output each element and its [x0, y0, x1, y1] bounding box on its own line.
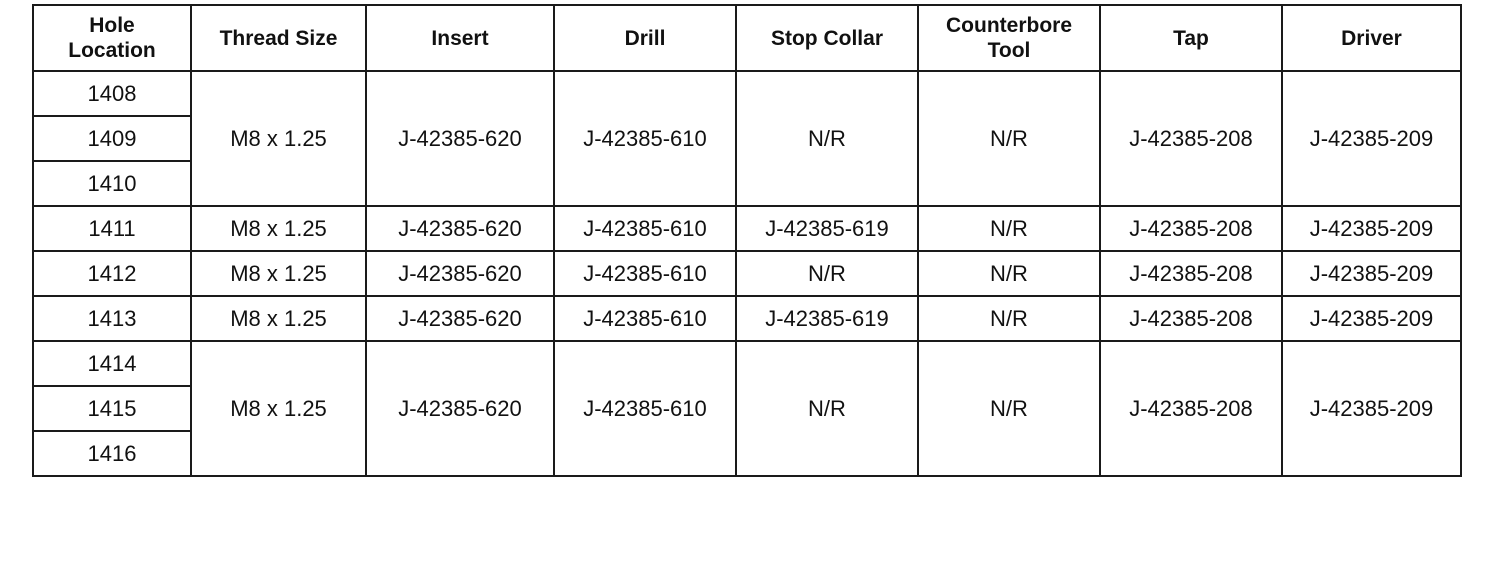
header-hole-location	[33, 5, 191, 71]
thread-size-cell: M8 x 1.25	[191, 296, 366, 341]
tap-cell: J-42385-208	[1100, 341, 1282, 476]
drill-cell: J-42385-610	[554, 296, 736, 341]
header-label-line: Counterbore	[946, 14, 1072, 37]
counterbore-tool-cell: N/R	[918, 341, 1100, 476]
stop-collar-cell: J-42385-619	[736, 206, 918, 251]
header-thread-size	[191, 5, 366, 71]
counterbore-tool-cell: N/R	[918, 206, 1100, 251]
table-row	[33, 251, 1461, 296]
insert-cell: J-42385-620	[366, 71, 554, 206]
drill-cell: J-42385-610	[554, 251, 736, 296]
hole-location-cell: 1412	[33, 251, 191, 296]
thread-size-cell: M8 x 1.25	[191, 251, 366, 296]
hole-location-cell: 1410	[33, 161, 191, 206]
drill-cell: J-42385-610	[554, 71, 736, 206]
header-driver	[1282, 5, 1461, 71]
stop-collar-cell: N/R	[736, 341, 918, 476]
hole-location-cell: 1415	[33, 386, 191, 431]
driver-cell: J-42385-209	[1282, 71, 1461, 206]
hole-location-cell: 1408	[33, 71, 191, 116]
header-stop-collar	[736, 5, 918, 71]
table-row	[33, 206, 1461, 251]
tap-cell: J-42385-208	[1100, 206, 1282, 251]
counterbore-tool-cell: N/R	[918, 251, 1100, 296]
thread-repair-tool-table	[32, 4, 1462, 477]
tap-cell: J-42385-208	[1100, 251, 1282, 296]
counterbore-tool-cell: N/R	[918, 71, 1100, 206]
header-tap	[1100, 5, 1282, 71]
header-label-line: Location	[68, 39, 156, 62]
header-label-line: Insert	[431, 26, 489, 50]
hole-location-cell: 1413	[33, 296, 191, 341]
header-label-line: Stop Collar	[770, 26, 883, 50]
tap-cell: J-42385-208	[1100, 71, 1282, 206]
counterbore-tool-cell: N/R	[918, 296, 1100, 341]
tap-cell: J-42385-208	[1100, 296, 1282, 341]
hole-location-cell: 1409	[33, 116, 191, 161]
insert-cell: J-42385-620	[366, 251, 554, 296]
stop-collar-cell: N/R	[736, 251, 918, 296]
table-row	[33, 341, 1461, 386]
header-drill	[554, 5, 736, 71]
header-label-line: Tool	[987, 39, 1031, 62]
thread-size-cell: M8 x 1.25	[191, 341, 366, 476]
thread-size-cell: M8 x 1.25	[191, 206, 366, 251]
table-row	[33, 71, 1461, 116]
table-row	[33, 296, 1461, 341]
header-counterbore-tool	[918, 5, 1100, 71]
header-row	[33, 5, 1461, 71]
insert-cell: J-42385-620	[366, 341, 554, 476]
driver-cell: J-42385-209	[1282, 251, 1461, 296]
hole-location-cell: 1416	[33, 431, 191, 476]
drill-cell: J-42385-610	[554, 341, 736, 476]
header-label-line: Drill	[624, 26, 666, 50]
header-label-line: Hole	[89, 14, 135, 37]
thread-size-cell: M8 x 1.25	[191, 71, 366, 206]
hole-location-cell: 1414	[33, 341, 191, 386]
stop-collar-cell: J-42385-619	[736, 296, 918, 341]
header-label-line: Tap	[1173, 26, 1209, 50]
stop-collar-cell: N/R	[736, 71, 918, 206]
driver-cell: J-42385-209	[1282, 206, 1461, 251]
hole-location-cell: 1411	[33, 206, 191, 251]
header-label-line: Thread Size	[219, 26, 338, 50]
driver-cell: J-42385-209	[1282, 296, 1461, 341]
driver-cell: J-42385-209	[1282, 341, 1461, 476]
insert-cell: J-42385-620	[366, 206, 554, 251]
table-body	[33, 71, 1461, 476]
insert-cell: J-42385-620	[366, 296, 554, 341]
header-insert	[366, 5, 554, 71]
header-label-line: Driver	[1341, 26, 1402, 50]
table-header	[33, 5, 1461, 71]
drill-cell: J-42385-610	[554, 206, 736, 251]
